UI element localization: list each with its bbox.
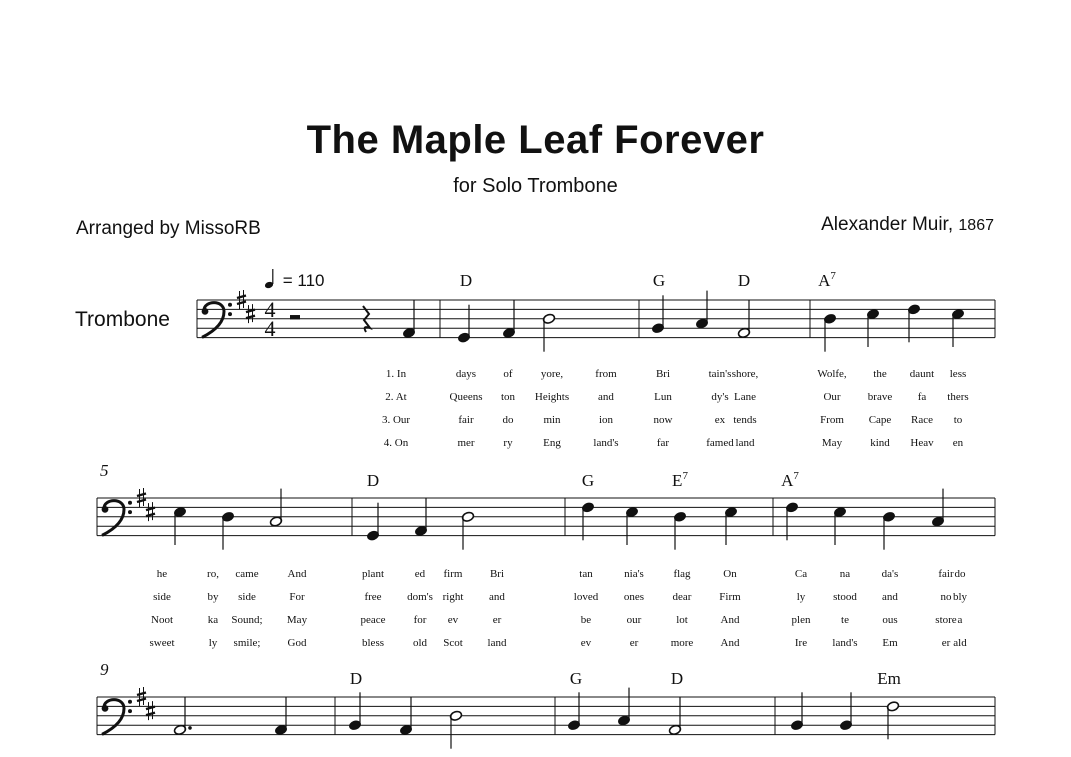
lyric-syllable: er: [492, 614, 502, 626]
lyric-syllable: And: [720, 637, 740, 649]
lyric-syllable: for: [413, 614, 427, 626]
bass-clef-dot: [128, 501, 132, 505]
lyric-syllable: and: [598, 391, 614, 403]
chord-symbol: G: [652, 271, 666, 290]
lyric-syllable: 4. On: [383, 437, 409, 449]
lyric-syllable: to: [953, 414, 963, 426]
chord-symbol: $A^7$: [781, 470, 799, 490]
lyric-syllable: For: [289, 591, 305, 603]
sharp-bar: [237, 296, 246, 299]
lyric-syllable: tends: [733, 414, 757, 426]
lyric-syllable: and: [489, 591, 505, 603]
lyric-syllable: en: [952, 437, 964, 449]
lyric-syllable: ro,: [207, 568, 219, 580]
lyric-syllable: ton: [500, 391, 516, 403]
chord-superscript: 7: [793, 470, 799, 482]
lyric-syllable: from: [595, 368, 617, 380]
lyric-syllable: do: [502, 414, 514, 426]
sharp-icon: [246, 304, 255, 323]
lyric-syllable: bly: [952, 591, 968, 603]
lyric-syllable: tan: [579, 568, 593, 580]
bass-clef-dot: [128, 700, 132, 704]
lyric-syllable: famed: [706, 437, 734, 449]
lyric-syllable: old: [412, 637, 428, 649]
lyric-syllable: Em: [882, 637, 898, 649]
sharp-bar: [137, 699, 146, 702]
lyric-syllable: On: [723, 568, 737, 580]
lyric-syllable: ev: [447, 614, 459, 626]
lyric-syllable: God: [287, 637, 307, 649]
quarter-note: [673, 511, 686, 550]
lyric-syllable: now: [653, 414, 673, 426]
lyric-syllable: Our: [823, 391, 841, 403]
sharp-icon: [146, 701, 155, 720]
lyric-syllable: ly: [796, 591, 806, 603]
lyric-syllable: he: [156, 568, 168, 580]
quarter-note: [348, 692, 361, 731]
sharp-bar: [246, 310, 255, 313]
sharp-bar: [146, 713, 155, 716]
lyric-syllable: Eng: [543, 437, 561, 449]
lyric-syllable: fa: [917, 391, 927, 403]
quarter-note: [366, 503, 379, 542]
instrument-name: Trombone: [75, 308, 170, 331]
chord-symbol: D: [459, 271, 473, 290]
measure-number: 9: [100, 660, 109, 679]
chord-symbol: $A^7$: [818, 270, 836, 290]
half-note: [449, 710, 462, 749]
lyric-syllable: Sound;: [231, 614, 263, 626]
lyric-syllable: plen: [791, 614, 811, 626]
composer-year: 1867: [958, 217, 994, 234]
lyric-syllable: sweet: [149, 637, 175, 649]
lyric-syllable: na: [839, 568, 851, 580]
lyric-syllable: the: [873, 368, 887, 380]
bass-clef-dot: [228, 303, 232, 307]
lyric-syllable: mer: [457, 437, 475, 449]
lyric-syllable: flag: [673, 568, 691, 580]
half-note: [886, 701, 899, 740]
lyric-syllable: ion: [598, 414, 614, 426]
bass-clef-head: [202, 308, 209, 315]
lyric-syllable: Heav: [910, 437, 934, 449]
sharp-bar: [146, 508, 155, 511]
lyric-syllable: kind: [870, 437, 890, 449]
lyric-syllable: ex: [714, 414, 726, 426]
lyric-syllable: of: [503, 368, 513, 380]
sharp-bar: [246, 316, 255, 319]
lyric-syllable: fair: [458, 414, 474, 426]
bass-clef-head: [102, 705, 109, 712]
lyric-syllable: loved: [573, 591, 599, 603]
lyric-syllable: 2. At: [385, 391, 407, 403]
sharp-bar: [146, 707, 155, 710]
lyric-syllable: right: [442, 591, 464, 603]
score-subtitle: for Solo Trombone: [453, 175, 618, 197]
lyric-syllable: dy's: [711, 391, 729, 403]
lyric-syllable: ly: [208, 637, 218, 649]
lyric-syllable: Ire: [794, 637, 808, 649]
lyric-syllable: Heights: [534, 391, 570, 403]
lyric-syllable: Noot: [151, 614, 173, 626]
lyric-syllable: brave: [867, 391, 893, 403]
sharp-icon: [146, 502, 155, 521]
half-note: [461, 511, 474, 550]
lyric-syllable: ed: [414, 568, 426, 580]
lyric-syllable: side: [153, 591, 171, 603]
lyric-syllable: Bri: [655, 368, 671, 380]
bass-clef-icon: [202, 303, 232, 338]
lyric-syllable: thers: [947, 391, 969, 403]
bass-clef-dot: [228, 312, 232, 316]
lyric-syllable: smile;: [233, 637, 261, 649]
chord-symbol: D: [670, 669, 684, 688]
lyric-syllable: our: [626, 614, 642, 626]
lyric-syllable: and: [882, 591, 898, 603]
sharp-bar: [137, 500, 146, 503]
chord-superscript: 7: [830, 270, 836, 282]
lyric-syllable: store: [935, 614, 957, 626]
quarter-note: [457, 305, 470, 344]
chord-symbol: Em: [877, 669, 901, 688]
lyric-syllable: more: [670, 637, 694, 649]
lyric-syllable: land: [487, 637, 507, 649]
lyric-syllable: Scot: [443, 637, 463, 649]
lyric-syllable: stood: [833, 591, 857, 603]
lyric-syllable: by: [207, 591, 219, 603]
quarter-note: [839, 692, 852, 731]
lyric-syllable: do: [954, 568, 966, 580]
lyric-syllable: firm: [443, 568, 463, 580]
lyric-syllable: fair: [938, 568, 954, 580]
lyric-syllable: ous: [882, 614, 898, 626]
bass-clef-head: [102, 506, 109, 513]
sharp-bar: [146, 514, 155, 517]
lyric-syllable: be: [580, 614, 592, 626]
quarter-note: [790, 692, 803, 731]
quarter-note: [567, 692, 580, 731]
lyric-syllable: side: [238, 591, 256, 603]
lyric-syllable: Wolfe,: [817, 368, 847, 380]
time-signature-top: 4: [264, 297, 276, 322]
lyric-syllable: lot: [676, 614, 688, 626]
quarter-note: [823, 313, 836, 352]
lyric-syllable: Ca: [794, 568, 808, 580]
lyric-syllable: yore,: [540, 368, 564, 380]
lyric-syllable: Cape: [868, 414, 892, 426]
quarter-note: [651, 295, 664, 334]
lyric-syllable: ev: [580, 637, 592, 649]
lyric-syllable: 1. In: [385, 368, 407, 380]
lyric-syllable: dear: [672, 591, 692, 603]
bass-clef-curve: [102, 700, 124, 735]
chord-symbol: G: [581, 471, 595, 490]
quarter-note: [785, 502, 798, 541]
score-title: The Maple Leaf Forever: [306, 118, 765, 162]
lyric-syllable: days: [455, 368, 477, 380]
quarter-note: [581, 502, 594, 541]
lyric-syllable: land's: [593, 437, 619, 449]
time-signature-bottom: 4: [264, 316, 276, 341]
lyric-syllable: Lun: [654, 391, 672, 403]
lyric-syllable: From: [820, 414, 844, 426]
lyric-syllable: min: [543, 414, 561, 426]
lyric-syllable: er: [941, 637, 951, 649]
lyric-syllable: tain's: [708, 368, 732, 380]
lyric-syllable: da's: [881, 568, 899, 580]
lyric-syllable: land's: [832, 637, 858, 649]
lyric-syllable: Bri: [489, 568, 505, 580]
lyric-syllable: Firm: [719, 591, 741, 603]
lyric-syllable: a: [957, 614, 963, 626]
arranger-credit: Arranged by MissoRB: [76, 218, 261, 239]
lyric-syllable: May: [286, 614, 308, 626]
bass-clef-curve: [202, 303, 224, 338]
lyric-syllable: Queens: [449, 391, 483, 403]
half-rest: [290, 315, 300, 319]
tempo-bpm: = 110: [282, 271, 325, 290]
lyric-syllable: less: [949, 368, 967, 380]
bass-clef-icon: [102, 700, 132, 735]
bass-clef-dot: [128, 510, 132, 514]
bass-clef-dot: [128, 709, 132, 713]
lyric-syllable: And: [287, 568, 307, 580]
lyric-syllable: ald: [953, 637, 967, 649]
composer-name: Alexander Muir,: [821, 214, 954, 235]
lyric-syllable: shore,: [731, 368, 759, 380]
bass-clef-icon: [102, 501, 132, 536]
chord-symbol: D: [737, 271, 751, 290]
quarter-note: [221, 511, 234, 550]
sharp-bar: [237, 302, 246, 305]
chord-symbol: D: [349, 669, 363, 688]
lyric-syllable: bless: [362, 637, 384, 649]
lyric-syllable: Lane: [734, 391, 756, 403]
lyric-syllable: And: [720, 614, 740, 626]
lyric-syllable: dom's: [407, 591, 433, 603]
half-note: [542, 313, 555, 352]
lyric-syllable: Race: [911, 414, 933, 426]
sharp-bar: [137, 494, 146, 497]
lyric-syllable: nia's: [624, 568, 644, 580]
lyric-syllable: no: [940, 591, 952, 603]
sharp-bar: [137, 693, 146, 696]
lyric-syllable: peace: [360, 614, 386, 626]
lyric-syllable: came: [235, 568, 259, 580]
lyric-syllable: 3. Our: [381, 414, 411, 426]
quarter-note: [907, 304, 920, 343]
lyric-syllable: far: [656, 437, 670, 449]
measure-number: 5: [100, 461, 109, 480]
quarter-note: [882, 511, 895, 550]
lyric-syllable: free: [364, 591, 382, 603]
chord-symbol: D: [366, 471, 380, 490]
lyric-syllable: te: [841, 614, 849, 626]
chord-superscript: 7: [682, 470, 688, 482]
lyric-syllable: er: [629, 637, 639, 649]
lyric-syllable: May: [821, 437, 843, 449]
dot: [188, 726, 192, 730]
chord-symbol: $E^7$: [672, 470, 688, 490]
lyric-syllable: ones: [623, 591, 645, 603]
lyric-syllable: daunt: [909, 368, 935, 380]
lyric-syllable: plant: [362, 568, 384, 580]
chord-symbol: G: [569, 669, 583, 688]
bass-clef-curve: [102, 501, 124, 536]
lyric-syllable: ry: [503, 437, 513, 449]
lyric-syllable: ka: [207, 614, 219, 626]
lyric-syllable: land: [735, 437, 755, 449]
